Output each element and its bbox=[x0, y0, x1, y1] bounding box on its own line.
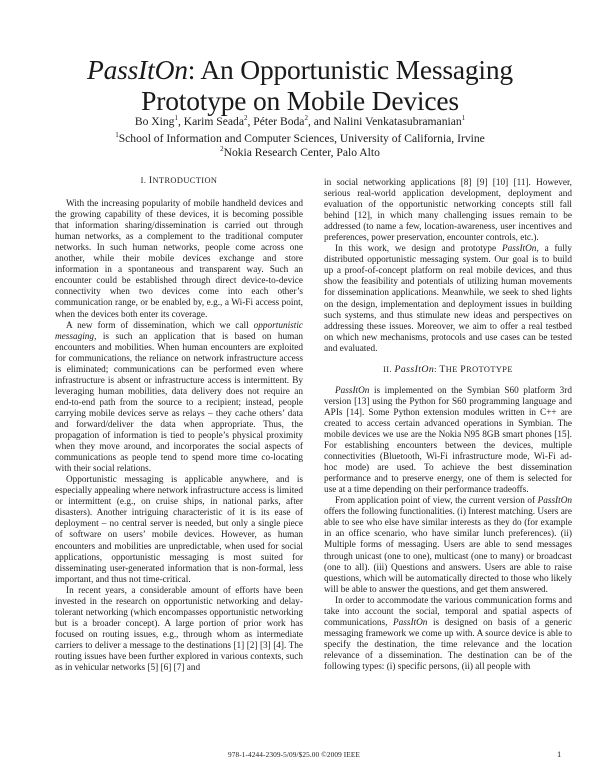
section-1-heading-initial: I bbox=[148, 175, 153, 186]
paper-title bbox=[40, 54, 560, 116]
section-2-heading-he: HE bbox=[445, 364, 461, 374]
left-column bbox=[55, 175, 303, 674]
title-italic: PassItOn bbox=[87, 54, 188, 85]
author-name: Bo Xing bbox=[134, 115, 175, 128]
section-1-heading bbox=[55, 175, 303, 186]
body-paragraph bbox=[324, 496, 572, 595]
page-number: 1 bbox=[557, 749, 562, 759]
author-separator: , and bbox=[307, 115, 334, 128]
body-paragraph bbox=[324, 596, 572, 673]
paragraph-rest: offers the following functionalities. (i) Interest matching. Users are able to see who else have similar interests as they do (for example in an office scenario, who have similar lunch preferences). (ii) Multiple forms of messaging. Users are able to send messages through unicast (one to one), multicast (one to many) or broadcast (one to all). (iii) Questions and answers. Users are able to raise questions, which will be automatically directed to those who likely will be able to answer the questions, and get them answered. bbox=[324, 507, 572, 595]
term-opportunistic-messaging: opportunistic messaging bbox=[55, 320, 303, 342]
author-separator: , bbox=[177, 115, 184, 128]
paragraph-lead: A new form of dissemination, which we call bbox=[66, 320, 254, 331]
author-name: Péter Boda bbox=[253, 115, 305, 128]
section-1-heading-rest: NTRODUCTION bbox=[152, 176, 218, 185]
title-rest: : An Opportunistic Messaging Prototype on Mobile Devices bbox=[141, 54, 513, 116]
body-paragraph: in social networking applications [8] [9] [10] [11]. However, serious real-world application development, deployment and evaluation of the opportunistic networking concepts still fall behind [12], in which many challenging issues remain to be addressed (to name a few, location-awareness, user incentives and preferences, power preservation, encounter controls, etc.). bbox=[324, 178, 572, 244]
system-name: PassItOn bbox=[537, 496, 572, 507]
body-paragraph bbox=[324, 244, 572, 354]
body-paragraph: With the increasing popularity of mobile handheld devices and the growing capability of these devices, it is becoming possible that information sharing/dissemination is carried out through human networks, as a complement to the traditional computer networks. In such human networks, people come across one another, while their mobile devices exchange and store information in a spontaneous and transparent way. Such an encounter could be established through direct device-to-device connectivity when two devices come into each other’s communication range, or be enabled by, e.g., a Wi-Fi access point, when the devices both enter its coverage. bbox=[55, 199, 303, 320]
section-2-sep: : bbox=[434, 364, 440, 374]
body-paragraph bbox=[55, 321, 303, 476]
section-2-system-name: PassItOn bbox=[394, 363, 435, 375]
paragraph-comma: , bbox=[94, 331, 103, 342]
section-2-heading-p: P bbox=[460, 363, 467, 375]
affiliation-1 bbox=[40, 132, 560, 146]
author-affiliation-mark: 1 bbox=[174, 114, 178, 123]
affiliation-2-text: Nokia Research Center, Palo Alto bbox=[223, 146, 380, 159]
section-gap bbox=[324, 355, 572, 358]
author-name: Karim Seada bbox=[183, 115, 244, 128]
system-name: PassItOn bbox=[335, 385, 370, 396]
body-paragraph bbox=[324, 386, 572, 496]
section-2-heading-rototype: ROTOTYPE bbox=[466, 364, 513, 374]
affiliation-2 bbox=[40, 146, 560, 160]
body-paragraph: In recent years, a considerable amount of efforts have been invested in the research on opportunistic networking and delay-tolerant networking (which encompasses opportunistic networking but is a broader concept). A large portion of prior work has focused on routing issues, e.g., through whom as intermediate carriers to deliver a message to the destinations [1] [2] [3] [4]. The routing issues have been further explored in various contexts, such as in vehicular networks [5] [6] [7] and bbox=[55, 585, 303, 674]
paragraph-rest: is implemented on the Symbian S60 platform 3rd version [13] using the Python for S60 programming language and APIs [14]. Some Python extension modules written in C++ are created to access certain advanced operations in Symbian. The mobile devices we use are the Nokia N95 8GB smart phones [15]. For establishing encounters between the devices, multiple connectivities (Bluetooth, Wi-Fi infrastructure mode, Wi-Fi ad-hoc mode) are used. To achieve the best dissemination performance and to preserve energy, one of them is selected for use at a time depending on their performance tradeoffs. bbox=[324, 385, 572, 496]
paragraph-lead: From application point of view, the current version of bbox=[335, 496, 538, 507]
author-affiliation-mark: 1 bbox=[461, 114, 466, 123]
system-name: PassItOn bbox=[502, 244, 537, 255]
right-column bbox=[324, 178, 572, 673]
section-2-number: II. bbox=[383, 364, 395, 374]
section-2-heading bbox=[324, 364, 572, 375]
author-affiliation-mark: 2 bbox=[243, 114, 248, 123]
paragraph-rest: is designed on basis of a generic messaging framework we come up with. A source device is able to specify the destination, the time relevance and the location relevance of a dissemination. The destination can be of the following types: (i) specific persons, (ii) all people with bbox=[324, 617, 572, 672]
affiliation-1-mark: 1 bbox=[115, 131, 119, 140]
author-list bbox=[40, 115, 560, 129]
section-1-number: I. bbox=[140, 176, 149, 185]
section-2-heading-t: T bbox=[439, 363, 446, 375]
paragraph-lead: In this work, we design and prototype bbox=[335, 244, 502, 255]
paragraph-rest: is such an application that is based on human encounters and mobilities. When human encounters are exploited for communications, the reliance on network infrastructure access is eliminated; communications can be performed even where infrastructure is absent or infrastructure access is intermittent. By leveraging human mobilities, data delivery does not require an end-to-end path from the source to a recipient; instead, people carrying mobile devices serve as relays – they cache others’ data and forward/deliver the data when appropriate. Thus, the propagation of information is tied to people’s physical proximity when they move around, and incorporates the social aspects of communications as people tend to spend more time co-locating with their social relations. bbox=[55, 331, 304, 475]
author-separator: , bbox=[247, 115, 254, 128]
copyright-footer: 978-1-4244-2309-5/09/$25.00 ©2009 IEEE bbox=[228, 750, 360, 759]
author-affiliation-mark: 2 bbox=[304, 114, 308, 123]
author-name: Nalini Venkatasubramanian bbox=[333, 115, 462, 128]
body-paragraph: Opportunistic messaging is applicable anywhere, and is especially appealing where network infrastructure access is limited or intermittent (e.g., on cruise ships, in national parks, after disasters). Another intriguing characteristic of it is its ease of deployment – no central server is needed, but only a single piece of software on users’ mobile devices. However, as human encounters and mobilities are unpredictable, when used for social applications, opportunistic messaging is most suited for disseminating user-generated information that is non-formal, less important, and thus not time-critical. bbox=[55, 475, 303, 585]
affiliation-2-mark: 2 bbox=[220, 145, 224, 154]
paragraph-lead: In order to accommodate the various communication forms and take into account the social, temporal and spatial aspects of communications, bbox=[324, 595, 572, 628]
paragraph-rest: , a fully distributed opportunistic messaging system. Our goal is to build up a proof-of-concept platform on real mobile devices, and thus show the feasibility and potentials of utilizing human movements for dissemination applications. Meanwhile, we seek to shed lights on the design, implementation and deployment issues in building such systems, and thus stimulate new ideas and perspectives on addressing these issues. Moreover, we aim to offer a real testbed on which new mechanisms, protocols and use cases can be tested and evaluated. bbox=[324, 244, 572, 354]
affiliation-1-text: School of Information and Computer Sciences, University of California, Irvine bbox=[118, 132, 485, 145]
system-name: PassItOn bbox=[393, 617, 428, 628]
